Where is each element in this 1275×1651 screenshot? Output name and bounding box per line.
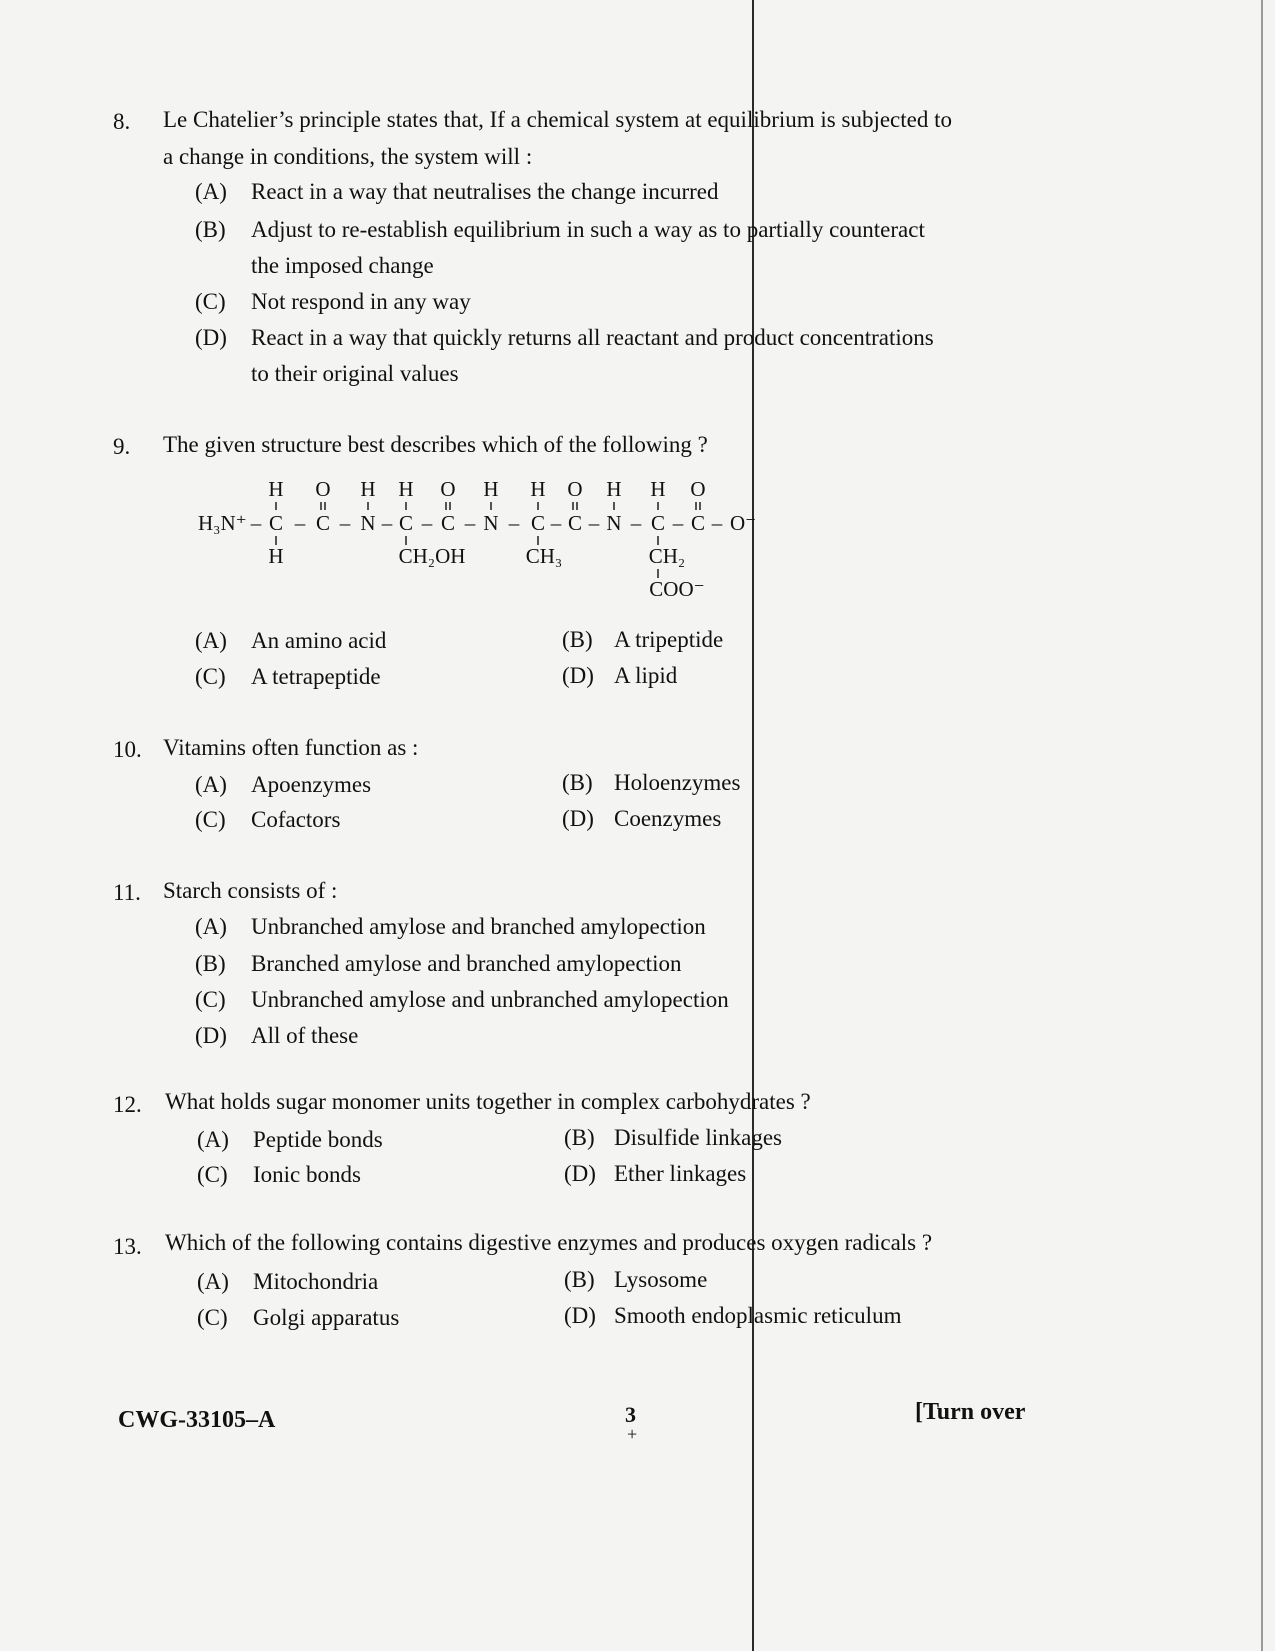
option-text: React in a way that neutralises the change incurred <box>251 179 719 204</box>
option-label: (A) <box>197 1127 229 1152</box>
atom-top: H <box>530 477 546 501</box>
option-text: A lipid <box>614 663 678 688</box>
option-label: (D) <box>195 325 227 350</box>
turn-over-note: [Turn over <box>915 1399 1026 1425</box>
option-text: React in a way that quickly returns all reactant and product concentrations <box>251 325 934 350</box>
substituent: COO⁻ <box>649 577 705 601</box>
amino-terminus: H₃N⁺ <box>198 511 247 535</box>
option-label: (C) <box>195 987 226 1012</box>
option-text: Branched amylose and branched amylopection <box>251 951 682 976</box>
option-label: (B) <box>564 1125 595 1150</box>
question-stem: Starch consists of : <box>163 878 338 903</box>
atom-main: N <box>483 511 499 535</box>
option-label: (D) <box>562 663 594 688</box>
option-text: Ether linkages <box>614 1161 747 1186</box>
atom-top: H <box>360 477 376 501</box>
atom-top: H <box>268 477 284 501</box>
option-label: (A) <box>195 179 227 204</box>
atom-top: H <box>398 477 414 501</box>
atom-main: C <box>530 511 546 535</box>
bond-dash: – <box>421 511 433 535</box>
atom-top: H <box>650 477 666 501</box>
option-label: (C) <box>197 1162 228 1187</box>
question-stem: What holds sugar monomer units together in complex carbohydrates ? <box>165 1089 811 1114</box>
atom-main: N <box>360 511 376 535</box>
page-number: 3 <box>625 1402 636 1427</box>
bond-dash: – <box>672 511 684 535</box>
substituent: CH₂ <box>648 544 686 568</box>
atom-main: C <box>315 511 331 535</box>
atom-main: C <box>268 511 284 535</box>
option-text: Coenzymes <box>614 806 722 831</box>
option-text: the imposed change <box>251 253 434 278</box>
atom-main: C <box>398 511 414 535</box>
option-label: (D) <box>564 1161 596 1186</box>
bond-dash: – <box>588 511 600 535</box>
option-text: to their original values <box>251 361 459 386</box>
bond-dash: – <box>550 511 562 535</box>
substituent: CH₂OH <box>398 544 466 568</box>
bond-dash: – <box>508 511 520 535</box>
question-number: 13. <box>113 1234 142 1259</box>
option-label: (B) <box>564 1267 595 1292</box>
question-stem: Which of the following contains digestive enzymes and produces oxygen radicals ? <box>165 1230 933 1255</box>
atom-top: H <box>606 477 622 501</box>
option-label: (C) <box>195 664 226 689</box>
option-text: A tetrapeptide <box>251 664 381 689</box>
atom-main: C <box>567 511 583 535</box>
option-text: Not respond in any way <box>251 289 471 314</box>
page-fold-line <box>752 0 754 1651</box>
option-text: Unbranched amylose and branched amylopection <box>251 914 706 939</box>
option-label: (D) <box>564 1303 596 1328</box>
bond-dash: – <box>294 511 306 535</box>
question-stem: The given structure best describes which of the following ? <box>163 432 708 457</box>
option-text: Cofactors <box>251 807 341 832</box>
page-edge-line <box>1261 0 1263 1651</box>
option-label: (B) <box>195 217 226 242</box>
bond-dash: – <box>630 511 642 535</box>
booklet-code: CWG-33105–A <box>118 1407 276 1433</box>
option-label: (A) <box>197 1269 229 1294</box>
plus-mark: + <box>627 1424 638 1444</box>
atom-main: C <box>690 511 706 535</box>
atom-main: C <box>440 511 456 535</box>
substituent: CH₃ <box>525 544 563 568</box>
atom-top: O <box>440 477 456 501</box>
bond-dash: – <box>339 511 351 535</box>
question-number: 9. <box>113 434 131 459</box>
atom-top: O <box>315 477 331 501</box>
atom-top: O <box>690 477 706 501</box>
atom-top: H <box>483 477 499 501</box>
option-text: Disulfide linkages <box>614 1125 782 1150</box>
question-number: 11. <box>113 880 141 905</box>
atom-main: N <box>606 511 622 535</box>
bond-dash: – <box>711 511 723 535</box>
option-text: Ionic bonds <box>253 1162 361 1187</box>
option-label: (A) <box>195 772 227 797</box>
option-label: (C) <box>197 1305 228 1330</box>
option-text: Lysosome <box>614 1267 708 1292</box>
option-label: (B) <box>562 770 593 795</box>
option-text: An amino acid <box>251 628 387 653</box>
option-label: (A) <box>195 628 227 653</box>
option-text: Adjust to re-establish equilibrium in such a way as to partially counteract <box>251 217 925 242</box>
question-stem: a change in conditions, the system will : <box>163 144 533 169</box>
option-label: (B) <box>562 627 593 652</box>
atom-top: O <box>567 477 583 501</box>
option-text: All of these <box>251 1023 359 1048</box>
carboxyl-terminus: O⁻ <box>730 511 757 535</box>
option-text: Mitochondria <box>253 1269 379 1294</box>
atom-main: C <box>650 511 666 535</box>
option-text: Golgi apparatus <box>253 1305 400 1330</box>
option-text: Unbranched amylose and unbranched amylopection <box>251 987 729 1012</box>
option-text: A tripeptide <box>614 627 724 652</box>
bond-dash: – <box>381 511 393 535</box>
question-stem: Le Chatelier’s principle states that, If a chemical system at equilibrium is subjected to <box>163 107 953 132</box>
peptide-structure <box>190 470 770 610</box>
question-number: 10. <box>113 737 142 762</box>
option-label: (B) <box>195 951 226 976</box>
option-label: (D) <box>195 1023 227 1048</box>
option-text: Smooth endoplasmic reticulum <box>614 1303 902 1328</box>
option-text: Holoenzymes <box>614 770 741 795</box>
option-text: Peptide bonds <box>253 1127 383 1152</box>
question-number: 12. <box>113 1092 142 1117</box>
option-label: (A) <box>195 914 227 939</box>
option-text: Apoenzymes <box>251 772 372 797</box>
substituent: H <box>268 544 284 568</box>
question-number: 8. <box>113 109 131 134</box>
option-label: (D) <box>562 806 594 831</box>
option-label: (C) <box>195 807 226 832</box>
option-label: (C) <box>195 289 226 314</box>
bond-dash: – <box>464 511 476 535</box>
bond-dash: – <box>250 511 262 535</box>
question-stem: Vitamins often function as : <box>163 735 419 760</box>
